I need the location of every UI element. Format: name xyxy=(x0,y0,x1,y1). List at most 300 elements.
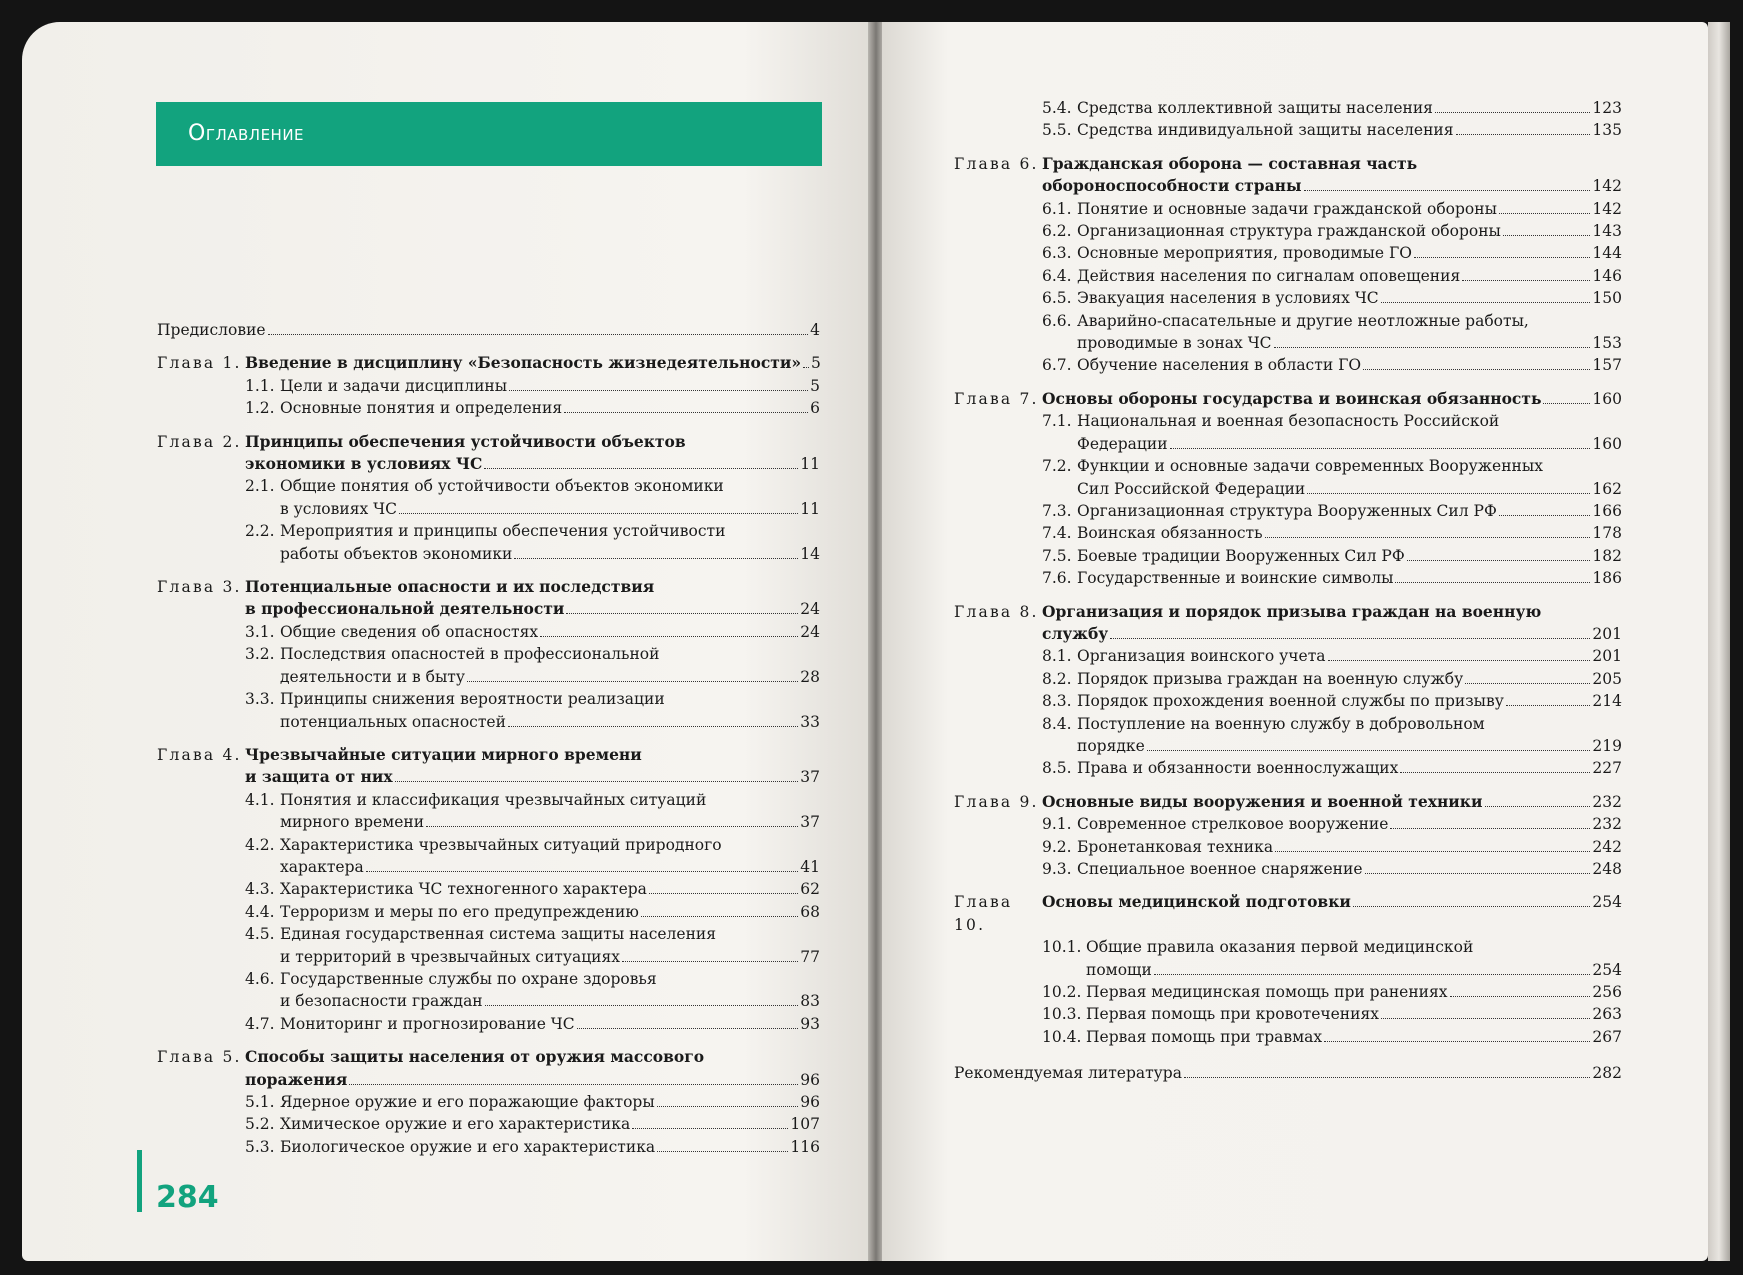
entry-line: Общие сведения об опасностях xyxy=(280,622,539,641)
entry-line: Права и обязанности военнослужащих xyxy=(1077,759,1399,778)
entry-line: Принципы снижения вероятности реализации xyxy=(280,690,665,709)
section-page: 219 xyxy=(1592,736,1622,755)
dot-leader xyxy=(657,1151,788,1152)
toc-left-column xyxy=(157,319,820,1158)
dot-leader xyxy=(577,1028,799,1029)
chapter-label: Глава 9. xyxy=(954,792,1039,811)
dot-leader xyxy=(1499,515,1591,516)
page-edges xyxy=(1708,22,1730,1261)
section-page: 116 xyxy=(790,1137,820,1156)
entry-line: Организационная структура Вооруженных Сил РФ xyxy=(1077,501,1497,520)
chapter-page: 5 xyxy=(811,354,821,373)
dot-leader xyxy=(399,513,798,514)
entry-line: в профессиональной деятельности xyxy=(245,599,565,619)
section-page: 11 xyxy=(800,499,820,518)
dot-leader xyxy=(1265,537,1591,538)
toc-chapter xyxy=(157,352,820,419)
literature-label: Рекомендуемая литература xyxy=(954,1064,1182,1083)
section-page: 214 xyxy=(1592,692,1622,711)
section-number: 8.1. xyxy=(1042,647,1072,666)
toc-section xyxy=(954,97,1622,119)
section-number: 4.4. xyxy=(245,902,275,921)
section-page: 256 xyxy=(1592,983,1622,1002)
section-page: 182 xyxy=(1592,546,1622,565)
chapter-heading xyxy=(157,352,820,374)
chapter-heading xyxy=(157,431,820,476)
section-page: 146 xyxy=(1592,266,1622,285)
toc-chapter xyxy=(954,153,1622,377)
toc-chapter xyxy=(157,1046,820,1158)
entry-line: Организация и порядок призыва граждан на военную xyxy=(1042,601,1542,621)
section-page: 160 xyxy=(1592,434,1622,453)
entry-line: Чрезвычайные ситуации мирного времени xyxy=(245,744,642,764)
dot-leader xyxy=(1304,190,1591,191)
section-page: 150 xyxy=(1592,289,1622,308)
toc-chapter xyxy=(954,791,1622,881)
dot-leader xyxy=(622,961,798,962)
toc-section xyxy=(954,410,1622,455)
entry-line: Государственные и воинские символы xyxy=(1077,569,1394,588)
section-page: 93 xyxy=(800,1014,820,1033)
dot-leader xyxy=(484,468,798,469)
chapter-page: 24 xyxy=(800,600,820,619)
section-page: 205 xyxy=(1592,669,1622,688)
entry-line: Первая помощь при кровотечениях xyxy=(1086,1005,1379,1024)
entry-line: и безопасности граждан xyxy=(280,992,483,1011)
toc-section xyxy=(157,375,820,397)
toc-section xyxy=(954,220,1622,242)
toc-section xyxy=(954,813,1622,835)
entry-line: Государственные службы по охране здоровья xyxy=(280,969,657,988)
chapter-heading xyxy=(157,744,820,789)
toc-section xyxy=(954,455,1622,500)
section-number: 3.2. xyxy=(245,645,275,664)
entry-line: Основные мероприятия, проводимые ГО xyxy=(1077,244,1412,263)
section-number: 2.1. xyxy=(245,477,275,496)
toc-section xyxy=(954,119,1622,141)
dot-leader xyxy=(485,1005,799,1006)
dot-leader xyxy=(649,893,798,894)
chapter-heading xyxy=(157,1046,820,1091)
chapter-page: 11 xyxy=(800,455,820,474)
chapter-page: 254 xyxy=(1592,893,1622,912)
dot-leader xyxy=(1485,806,1591,807)
entry-line: Последствия опасностей в профессиональной xyxy=(280,645,660,664)
section-number: 5.5. xyxy=(1042,121,1072,140)
chapter-page: 201 xyxy=(1592,624,1622,643)
toc-section xyxy=(954,1026,1622,1048)
entry-line: обороноспособности страны xyxy=(1042,176,1302,196)
toc-section xyxy=(157,688,820,733)
toc-section xyxy=(954,567,1622,589)
entry-line: Мероприятия и принципы обеспечения устойчивости xyxy=(280,522,726,541)
chapter-heading xyxy=(157,576,820,621)
toc-section xyxy=(954,645,1622,667)
section-number: 3.3. xyxy=(245,690,275,709)
section-page: 142 xyxy=(1592,199,1622,218)
section-number: 6.3. xyxy=(1042,244,1072,263)
entry-line: Средства коллективной защиты населения xyxy=(1077,99,1433,117)
section-number: 1.1. xyxy=(245,376,275,395)
section-page: 227 xyxy=(1592,759,1622,778)
section-number: 7.6. xyxy=(1042,569,1072,588)
dot-leader xyxy=(1543,403,1590,404)
entry-line: Обучение населения в области ГО xyxy=(1077,356,1362,375)
dot-leader xyxy=(268,334,809,335)
section-page: 41 xyxy=(800,857,820,876)
entry-line: Современное стрелковое вооружение xyxy=(1077,815,1389,834)
dot-leader xyxy=(1407,560,1591,561)
dot-leader xyxy=(657,1106,799,1107)
dot-leader xyxy=(641,916,798,917)
dot-leader xyxy=(1456,134,1591,135)
toc-section xyxy=(954,713,1622,758)
toc-section xyxy=(954,265,1622,287)
chapter-page: 142 xyxy=(1592,177,1622,196)
toc-section xyxy=(157,520,820,565)
section-page: 186 xyxy=(1592,569,1622,588)
entry-line: Единая государственная система защиты населения xyxy=(280,925,717,944)
dot-leader xyxy=(632,1128,788,1129)
dot-leader xyxy=(1363,369,1590,370)
section-page: 37 xyxy=(800,813,820,832)
toc-chapter xyxy=(157,576,820,733)
section-number: 6.1. xyxy=(1042,199,1072,218)
section-page: 144 xyxy=(1592,244,1622,263)
dot-leader xyxy=(1414,257,1590,258)
section-number: 5.3. xyxy=(245,1137,275,1156)
entry-line: Гражданская оборона — составная часть xyxy=(1042,153,1418,173)
entry-line: Федерации xyxy=(1077,434,1168,453)
entry-line: Общие понятия об устойчивости объектов экономики xyxy=(280,477,724,496)
section-page: 263 xyxy=(1592,1005,1622,1024)
toc-section xyxy=(157,621,820,643)
dot-leader xyxy=(1506,705,1591,706)
section-number: 8.5. xyxy=(1042,759,1072,778)
literature-page: 282 xyxy=(1592,1064,1622,1083)
toc-section xyxy=(954,690,1622,712)
entry-line: экономики в условиях ЧС xyxy=(245,454,483,474)
entry-line: Основы медицинской подготовки xyxy=(1042,892,1351,912)
toc-right-column xyxy=(954,97,1622,1085)
entry-line: Основные понятия и определения xyxy=(280,399,563,418)
section-number: 8.3. xyxy=(1042,692,1072,711)
toc-section xyxy=(157,1136,820,1158)
toc-section xyxy=(954,545,1622,567)
entry-line: Химическое оружие и его характеристика xyxy=(280,1115,631,1134)
toc-section xyxy=(954,668,1622,690)
dot-leader xyxy=(426,826,798,827)
entry-line: в условиях ЧС xyxy=(280,499,397,518)
dot-leader xyxy=(1184,1077,1590,1078)
section-page: 242 xyxy=(1592,837,1622,856)
entry-line: Организационная структура гражданской обороны xyxy=(1077,222,1501,241)
entry-line: Характеристика ЧС техногенного характера xyxy=(280,880,647,899)
entry-line: Характеристика чрезвычайных ситуаций природного xyxy=(280,835,722,854)
section-page: 267 xyxy=(1592,1027,1622,1046)
entry-line: Ядерное оружие и его поражающие факторы xyxy=(280,1093,655,1111)
toc-chapter xyxy=(157,744,820,1035)
dot-leader xyxy=(1395,582,1590,583)
toc-section xyxy=(954,1003,1622,1025)
section-number: 4.1. xyxy=(245,790,275,809)
section-number: 7.2. xyxy=(1042,457,1072,476)
toc-section xyxy=(157,968,820,1013)
section-number: 6.4. xyxy=(1042,266,1072,285)
section-number: 10.4. xyxy=(1042,1027,1082,1046)
toc-section xyxy=(157,834,820,879)
section-number: 4.7. xyxy=(245,1014,275,1033)
toc-section xyxy=(954,836,1622,858)
entry-line: поражения xyxy=(245,1069,348,1089)
section-number: 5.1. xyxy=(245,1093,275,1111)
entry-line: потенциальных опасностей xyxy=(280,712,506,731)
chapter-heading xyxy=(954,601,1622,646)
toc-section xyxy=(954,981,1622,1003)
dot-leader xyxy=(349,1084,798,1085)
toc-section xyxy=(954,287,1622,309)
toc-section xyxy=(157,878,820,900)
section-number: 9.2. xyxy=(1042,837,1072,856)
section-number: 2.2. xyxy=(245,522,275,541)
chapter-page: 96 xyxy=(800,1070,820,1089)
section-number: 10.3. xyxy=(1042,1005,1082,1024)
section-page: 232 xyxy=(1592,815,1622,834)
section-page: 153 xyxy=(1592,334,1622,353)
section-number: 7.4. xyxy=(1042,524,1072,543)
chapter-heading xyxy=(954,153,1622,198)
entry-line: и территорий в чрезвычайных ситуациях xyxy=(280,947,621,966)
entry-line: Основные виды вооружения и военной техники xyxy=(1042,791,1483,811)
dot-leader xyxy=(1462,280,1590,281)
toc-chapter xyxy=(954,891,1622,1048)
section-number: 6.5. xyxy=(1042,289,1072,308)
dot-leader xyxy=(1170,448,1591,449)
toc-section xyxy=(954,354,1622,376)
toc-chapter xyxy=(954,601,1622,780)
dot-leader xyxy=(509,390,808,391)
dot-leader xyxy=(467,681,798,682)
section-page: 178 xyxy=(1592,524,1622,543)
entry-line: Основы обороны государства и воинская обязанность xyxy=(1042,388,1542,408)
toc-section xyxy=(157,643,820,688)
section-number: 9.3. xyxy=(1042,860,1072,878)
toc-section xyxy=(954,310,1622,355)
toc-section xyxy=(954,936,1622,981)
entry-line: Терроризм и меры по его предупреждению xyxy=(280,902,639,921)
toc-literature xyxy=(954,1062,1622,1084)
entry-line: работы объектов экономики xyxy=(280,544,513,563)
dot-leader xyxy=(1503,235,1591,236)
toc-section xyxy=(954,500,1622,522)
entry-line: Действия населения по сигналам оповещения xyxy=(1077,266,1461,285)
section-page: 201 xyxy=(1592,647,1622,666)
entry-line: Потенциальные опасности и их последствия xyxy=(245,577,655,597)
dot-leader xyxy=(1381,1018,1590,1019)
chapter-label: Глава 6. xyxy=(954,154,1039,173)
entry-line: Понятие и основные задачи гражданской обороны xyxy=(1077,199,1497,218)
dot-leader xyxy=(1390,828,1590,829)
dot-leader xyxy=(803,367,809,368)
dot-leader xyxy=(1381,302,1591,303)
entry-line: Аварийно-спасательные и другие неотложные работы, xyxy=(1077,311,1529,330)
section-number: 5.2. xyxy=(245,1115,275,1134)
entry-line: деятельности и в быту xyxy=(280,667,465,686)
toc-section xyxy=(157,1091,820,1113)
entry-line: Мониторинг и прогнозирование ЧС xyxy=(280,1014,575,1033)
toc-section xyxy=(954,198,1622,220)
entry-line: Первая помощь при травмах xyxy=(1086,1027,1323,1046)
toc-chapter xyxy=(954,388,1622,590)
section-page: 68 xyxy=(800,902,820,921)
entry-line: Биологическое оружие и его характеристика xyxy=(280,1137,656,1156)
entry-line: Цели и задачи дисциплины xyxy=(280,376,508,395)
toc-header-bar xyxy=(156,102,822,166)
section-page: 5 xyxy=(810,376,820,395)
toc-section xyxy=(157,901,820,923)
section-number: 7.5. xyxy=(1042,546,1072,565)
entry-line: Воинская обязанность xyxy=(1077,524,1263,543)
dot-leader xyxy=(1328,660,1591,661)
entry-line: Введение в дисциплину «Безопасность жизнедеятельности» xyxy=(245,353,802,373)
entry-line: Поступление на военную службу в добровольном xyxy=(1077,714,1485,733)
entry-line: Сил Российской Федерации xyxy=(1077,479,1306,498)
dot-leader xyxy=(1110,638,1590,639)
dot-leader xyxy=(1324,1041,1590,1042)
section-page: 162 xyxy=(1592,479,1622,498)
toc-header-title: Оглавление xyxy=(188,121,305,146)
section-page: 24 xyxy=(800,622,820,641)
dot-leader xyxy=(1154,974,1591,975)
section-number: 7.3. xyxy=(1042,501,1072,520)
entry-line: характера xyxy=(280,857,364,876)
dot-leader xyxy=(564,412,808,413)
entry-line: Боевые традиции Вооруженных Сил РФ xyxy=(1077,546,1405,565)
chapter-label: Глава 5. xyxy=(157,1048,242,1067)
section-number: 1.2. xyxy=(245,399,275,418)
toc-section xyxy=(157,789,820,834)
toc-section xyxy=(157,1113,820,1135)
dot-leader xyxy=(1353,906,1591,907)
toc-chapter xyxy=(157,431,820,565)
dot-leader xyxy=(366,871,799,872)
toc-section xyxy=(157,1013,820,1035)
chapter-heading xyxy=(954,891,1622,936)
dot-leader xyxy=(395,781,799,782)
entry-line: проводимые в зонах ЧС xyxy=(1077,334,1272,353)
dot-leader xyxy=(1147,750,1591,751)
entry-line: Первая медицинская помощь при ранениях xyxy=(1086,983,1448,1002)
section-number: 6.7. xyxy=(1042,356,1072,375)
chapter-page: 160 xyxy=(1592,389,1622,408)
chapter-label: Глава 2. xyxy=(157,432,242,451)
section-number: 5.4. xyxy=(1042,99,1072,117)
dot-leader xyxy=(1435,112,1590,113)
chapter-heading xyxy=(954,791,1622,813)
preface-label: Предисловие xyxy=(157,321,266,339)
toc-section xyxy=(954,757,1622,779)
chapter-label: Глава 10. xyxy=(954,893,1013,934)
toc-preface xyxy=(157,319,820,341)
section-number: 4.2. xyxy=(245,835,275,854)
section-number: 3.1. xyxy=(245,622,275,641)
section-number: 10.2. xyxy=(1042,983,1082,1002)
dot-leader xyxy=(1400,772,1590,773)
section-number: 6.6. xyxy=(1042,311,1072,330)
dot-leader xyxy=(1365,873,1591,874)
toc-section xyxy=(954,858,1622,880)
toc-section xyxy=(157,397,820,419)
page-number-bar xyxy=(137,1150,142,1212)
section-number: 6.2. xyxy=(1042,222,1072,241)
dot-leader xyxy=(1499,213,1590,214)
section-page: 6 xyxy=(810,399,820,418)
section-page: 123 xyxy=(1592,99,1622,117)
chapter-label: Глава 7. xyxy=(954,389,1039,408)
dot-leader xyxy=(1275,851,1590,852)
chapter-label: Глава 4. xyxy=(157,745,242,764)
dot-leader xyxy=(1274,347,1591,348)
section-page: 135 xyxy=(1592,121,1622,140)
page-number: 284 xyxy=(156,1180,219,1215)
dot-leader xyxy=(1307,493,1590,494)
entry-line: Организация воинского учета xyxy=(1077,647,1326,666)
chapter-label: Глава 8. xyxy=(954,602,1039,621)
preface-page: 4 xyxy=(810,321,820,339)
section-page: 166 xyxy=(1592,501,1622,520)
entry-line: Национальная и военная безопасность Российской xyxy=(1077,412,1500,431)
section-number: 10.1. xyxy=(1042,938,1082,957)
section-page: 143 xyxy=(1592,222,1622,241)
entry-line: службу xyxy=(1042,623,1109,643)
section-number: 9.1. xyxy=(1042,815,1072,834)
entry-line: мирного времени xyxy=(280,813,425,832)
entry-line: и защита от них xyxy=(245,767,393,787)
entry-line: Принципы обеспечения устойчивости объектов xyxy=(245,431,686,451)
section-number: 8.2. xyxy=(1042,669,1072,688)
dot-leader xyxy=(1450,996,1591,997)
entry-line: Общие правила оказания первой медицинской xyxy=(1086,938,1474,957)
section-page: 96 xyxy=(800,1093,820,1111)
entry-line: Способы защиты населения от оружия массового xyxy=(245,1047,705,1067)
toc-section xyxy=(954,242,1622,264)
entry-line: порядке xyxy=(1077,736,1145,755)
dot-leader xyxy=(566,613,798,614)
section-page: 248 xyxy=(1592,860,1622,878)
section-number: 4.3. xyxy=(245,880,275,899)
section-number: 4.5. xyxy=(245,925,275,944)
chapter-label: Глава 1. xyxy=(157,354,242,373)
chapter-page: 232 xyxy=(1592,792,1622,811)
section-page: 28 xyxy=(800,667,820,686)
entry-line: Бронетанковая техника xyxy=(1077,837,1274,856)
entry-line: помощи xyxy=(1086,960,1152,979)
section-page: 254 xyxy=(1592,960,1622,979)
toc-section xyxy=(157,475,820,520)
entry-line: Эвакуация населения в условиях ЧС xyxy=(1077,289,1379,308)
entry-line: Порядок прохождения военной службы по призыву xyxy=(1077,692,1504,711)
entry-line: Средства индивидуальной защиты населения xyxy=(1077,121,1454,140)
dot-leader xyxy=(514,558,798,559)
section-number: 4.6. xyxy=(245,969,275,988)
toc-section xyxy=(954,522,1622,544)
dot-leader xyxy=(508,726,798,727)
section-page: 33 xyxy=(800,712,820,731)
section-page: 62 xyxy=(800,880,820,899)
entry-line: Понятия и классификация чрезвычайных ситуаций xyxy=(280,790,707,809)
section-page: 107 xyxy=(790,1115,820,1134)
chapter-page: 37 xyxy=(800,768,820,787)
